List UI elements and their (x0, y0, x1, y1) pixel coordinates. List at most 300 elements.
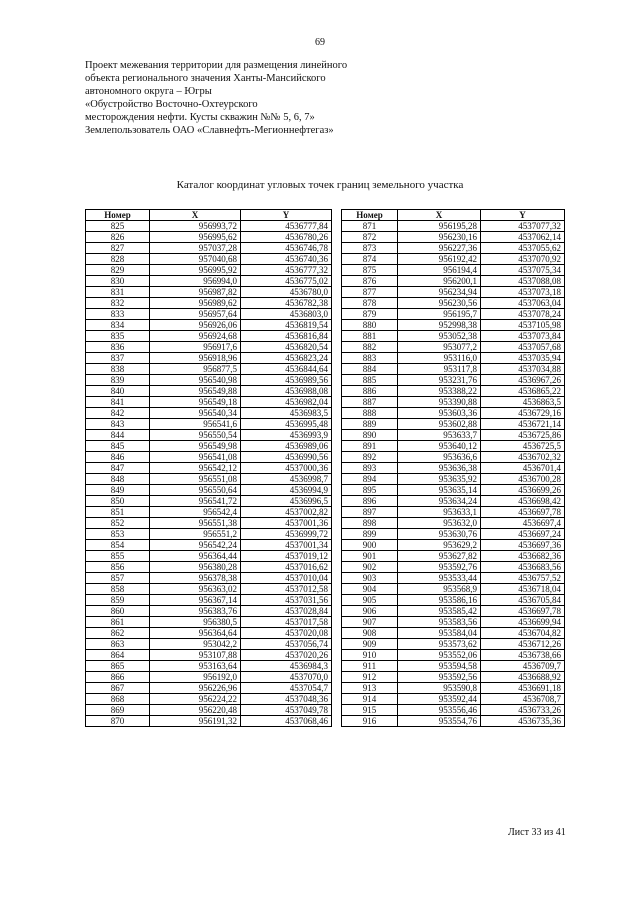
table-row (342, 232, 565, 243)
table-row (342, 287, 565, 298)
cell-y: 4536683,56 (481, 562, 565, 573)
cell-x: 957037,28 (150, 243, 241, 254)
table-row (342, 243, 565, 254)
cell-number: 875 (342, 265, 398, 276)
cell-y: 4536682,36 (481, 551, 565, 562)
cell-number: 870 (86, 716, 150, 727)
cell-number: 897 (342, 507, 398, 518)
cell-x: 956192,42 (398, 254, 481, 265)
cell-number: 900 (342, 540, 398, 551)
header-line: «Обустройство Восточно-Охтеурского (85, 99, 258, 110)
cell-number: 842 (86, 408, 150, 419)
cell-y: 4537073,18 (481, 287, 565, 298)
cell-number: 849 (86, 485, 150, 496)
table-row (86, 496, 332, 507)
cell-x: 956363,02 (150, 584, 241, 595)
cell-number: 887 (342, 397, 398, 408)
cell-number: 858 (86, 584, 150, 595)
cell-number: 856 (86, 562, 150, 573)
cell-number: 843 (86, 419, 150, 430)
table-row (86, 386, 332, 397)
table-row (86, 705, 332, 716)
cell-number: 913 (342, 683, 398, 694)
cell-number: 907 (342, 617, 398, 628)
table-row (86, 397, 332, 408)
cell-y: 4537000,36 (241, 463, 332, 474)
cell-x: 953629,2 (398, 540, 481, 551)
cell-number: 901 (342, 551, 398, 562)
cell-x: 956987,82 (150, 287, 241, 298)
coordinates-table-left (85, 209, 332, 727)
cell-y: 4537105,98 (481, 320, 565, 331)
cell-number: 865 (86, 661, 150, 672)
cell-y: 4536697,24 (481, 529, 565, 540)
cell-number: 850 (86, 496, 150, 507)
cell-y: 4536691,18 (481, 683, 565, 694)
cell-number: 835 (86, 331, 150, 342)
cell-x: 956995,92 (150, 265, 241, 276)
cell-x: 953585,42 (398, 606, 481, 617)
cell-number: 860 (86, 606, 150, 617)
cell-y: 4536777,32 (241, 265, 332, 276)
table-row (86, 584, 332, 595)
table-row (342, 639, 565, 650)
cell-y: 4536738,66 (481, 650, 565, 661)
cell-number: 851 (86, 507, 150, 518)
cell-x: 956230,16 (398, 232, 481, 243)
cell-x: 953603,36 (398, 408, 481, 419)
table-row (342, 485, 565, 496)
table-row (342, 661, 565, 672)
cell-number: 867 (86, 683, 150, 694)
table-row (342, 364, 565, 375)
table-row (86, 617, 332, 628)
cell-y: 4537073,84 (481, 331, 565, 342)
cell-x: 953592,44 (398, 694, 481, 705)
cell-number: 825 (86, 221, 150, 232)
table-row (342, 221, 565, 232)
cell-y: 4536757,52 (481, 573, 565, 584)
sheet-footer: Лист 33 из 41 (508, 827, 566, 838)
cell-number: 859 (86, 595, 150, 606)
cell-x: 953627,82 (398, 551, 481, 562)
cell-x: 953632,0 (398, 518, 481, 529)
cell-x: 956549,18 (150, 397, 241, 408)
table-row (86, 287, 332, 298)
cell-x: 956541,72 (150, 496, 241, 507)
cell-number: 894 (342, 474, 398, 485)
table-row (342, 474, 565, 485)
cell-number: 852 (86, 518, 150, 529)
cell-y: 4536697,4 (481, 518, 565, 529)
cell-y: 4537002,82 (241, 507, 332, 518)
table-row (342, 628, 565, 639)
cell-x: 956230,56 (398, 298, 481, 309)
cell-x: 956542,24 (150, 540, 241, 551)
cell-y: 4537063,04 (481, 298, 565, 309)
cell-y: 4536697,36 (481, 540, 565, 551)
cell-number: 844 (86, 430, 150, 441)
cell-x: 956550,64 (150, 485, 241, 496)
cell-number: 833 (86, 309, 150, 320)
header-line: автономного округа – Югры (85, 86, 212, 97)
coordinates-table-right (341, 209, 565, 727)
cell-y: 4536998,7 (241, 474, 332, 485)
table-row (342, 507, 565, 518)
header-line: Землепользователь ОАО «Славнефть-Мегионнефтегаз» (85, 125, 334, 136)
table-row (86, 507, 332, 518)
table-row (342, 408, 565, 419)
table-row (86, 716, 332, 727)
column-header-y: Y (481, 210, 565, 221)
table-row (86, 408, 332, 419)
cell-number: 838 (86, 364, 150, 375)
table-body-right (342, 221, 565, 727)
cell-x: 953390,88 (398, 397, 481, 408)
column-header-y: Y (241, 210, 332, 221)
cell-y: 4537055,62 (481, 243, 565, 254)
cell-y: 4536989,06 (241, 441, 332, 452)
cell-x: 956550,54 (150, 430, 241, 441)
cell-x: 953554,76 (398, 716, 481, 727)
table-row (342, 540, 565, 551)
table-row (86, 463, 332, 474)
cell-number: 872 (342, 232, 398, 243)
cell-y: 4536688,92 (481, 672, 565, 683)
cell-y: 4537020,08 (241, 628, 332, 639)
table-row (342, 298, 565, 309)
table-row (342, 441, 565, 452)
cell-number: 882 (342, 342, 398, 353)
cell-y: 4536844,64 (241, 364, 332, 375)
table-row (86, 661, 332, 672)
table-header-row (86, 210, 332, 221)
cell-x: 953573,62 (398, 639, 481, 650)
cell-x: 953592,76 (398, 562, 481, 573)
table-row (342, 606, 565, 617)
table-row (86, 606, 332, 617)
cell-x: 953042,2 (150, 639, 241, 650)
cell-x: 953117,8 (398, 364, 481, 375)
cell-y: 4536994,9 (241, 485, 332, 496)
cell-number: 840 (86, 386, 150, 397)
cell-y: 4536699,94 (481, 617, 565, 628)
cell-y: 4536704,82 (481, 628, 565, 639)
cell-x: 956995,62 (150, 232, 241, 243)
cell-x: 956194,4 (398, 265, 481, 276)
cell-x: 956540,34 (150, 408, 241, 419)
cell-number: 912 (342, 672, 398, 683)
table-row (86, 628, 332, 639)
cell-number: 839 (86, 375, 150, 386)
table-row (86, 672, 332, 683)
cell-number: 854 (86, 540, 150, 551)
table-row (342, 309, 565, 320)
cell-y: 4536820,54 (241, 342, 332, 353)
cell-x: 957040,68 (150, 254, 241, 265)
column-header-number: Номер (342, 210, 398, 221)
cell-number: 891 (342, 441, 398, 452)
cell-y: 4537035,94 (481, 353, 565, 364)
header-line: Проект межевания территории для размещения линейного (85, 60, 348, 71)
cell-number: 855 (86, 551, 150, 562)
cell-x: 956380,5 (150, 617, 241, 628)
table-row (86, 243, 332, 254)
cell-y: 4536816,84 (241, 331, 332, 342)
cell-x: 956918,96 (150, 353, 241, 364)
table-row (342, 397, 565, 408)
table-row (342, 617, 565, 628)
table-row (86, 430, 332, 441)
table-row (86, 419, 332, 430)
cell-y: 4536712,26 (481, 639, 565, 650)
cell-number: 834 (86, 320, 150, 331)
cell-y: 4537031,56 (241, 595, 332, 606)
cell-x: 953633,1 (398, 507, 481, 518)
table-row (86, 683, 332, 694)
cell-number: 915 (342, 705, 398, 716)
table-row (342, 419, 565, 430)
cell-number: 916 (342, 716, 398, 727)
cell-y: 4536780,26 (241, 232, 332, 243)
cell-y: 4536775,02 (241, 276, 332, 287)
table-row (86, 485, 332, 496)
cell-x: 956364,64 (150, 628, 241, 639)
cell-y: 4536708,7 (481, 694, 565, 705)
column-header-x: X (150, 210, 241, 221)
cell-y: 4537088,08 (481, 276, 565, 287)
cell-number: 880 (342, 320, 398, 331)
cell-x: 956540,98 (150, 375, 241, 386)
cell-y: 4536702,32 (481, 452, 565, 463)
cell-x: 956994,0 (150, 276, 241, 287)
cell-number: 905 (342, 595, 398, 606)
cell-y: 4537001,36 (241, 518, 332, 529)
table-row (342, 694, 565, 705)
cell-x: 953116,0 (398, 353, 481, 364)
column-header-x: X (398, 210, 481, 221)
table-row (342, 452, 565, 463)
cell-x: 956542,4 (150, 507, 241, 518)
table-row (342, 595, 565, 606)
table-row (86, 518, 332, 529)
cell-y: 4536746,78 (241, 243, 332, 254)
cell-y: 4536984,3 (241, 661, 332, 672)
cell-number: 848 (86, 474, 150, 485)
cell-number: 911 (342, 661, 398, 672)
cell-y: 4536823,24 (241, 353, 332, 364)
cell-y: 4536995,48 (241, 419, 332, 430)
cell-number: 866 (86, 672, 150, 683)
cell-y: 4537019,12 (241, 551, 332, 562)
cell-x: 956549,88 (150, 386, 241, 397)
cell-y: 4536996,5 (241, 496, 332, 507)
cell-y: 4537068,46 (241, 716, 332, 727)
cell-x: 956378,38 (150, 573, 241, 584)
table-header-row (342, 210, 565, 221)
table-row (342, 342, 565, 353)
cell-x: 953633,7 (398, 430, 481, 441)
cell-number: 879 (342, 309, 398, 320)
cell-x: 956551,08 (150, 474, 241, 485)
cell-y: 4536982,04 (241, 397, 332, 408)
cell-y: 4537010,04 (241, 573, 332, 584)
cell-y: 4536988,08 (241, 386, 332, 397)
table-row (342, 672, 565, 683)
cell-x: 953077,2 (398, 342, 481, 353)
cell-x: 956924,68 (150, 331, 241, 342)
cell-number: 828 (86, 254, 150, 265)
table-row (342, 353, 565, 364)
cell-y: 4537057,68 (481, 342, 565, 353)
table-row (342, 331, 565, 342)
cell-x: 953634,24 (398, 496, 481, 507)
cell-y: 4536819,54 (241, 320, 332, 331)
cell-y: 4536983,5 (241, 408, 332, 419)
cell-y: 4536777,84 (241, 221, 332, 232)
table-row (86, 694, 332, 705)
cell-x: 953583,56 (398, 617, 481, 628)
table-row (86, 551, 332, 562)
cell-x: 953107,88 (150, 650, 241, 661)
cell-y: 4536803,0 (241, 309, 332, 320)
cell-x: 953552,06 (398, 650, 481, 661)
table-row (86, 540, 332, 551)
cell-number: 906 (342, 606, 398, 617)
cell-number: 837 (86, 353, 150, 364)
cell-y: 4537049,78 (241, 705, 332, 716)
table-row (342, 716, 565, 727)
cell-x: 956364,44 (150, 551, 241, 562)
cell-number: 908 (342, 628, 398, 639)
cell-x: 953586,16 (398, 595, 481, 606)
catalog-title: Каталог координат угловых точек границ земельного участка (176, 179, 464, 191)
cell-number: 890 (342, 430, 398, 441)
cell-number: 898 (342, 518, 398, 529)
cell-y: 4537077,32 (481, 221, 565, 232)
cell-number: 836 (86, 342, 150, 353)
cell-x: 956192,0 (150, 672, 241, 683)
cell-number: 884 (342, 364, 398, 375)
cell-x: 956224,22 (150, 694, 241, 705)
cell-x: 956191,32 (150, 716, 241, 727)
cell-x: 956541,6 (150, 419, 241, 430)
cell-number: 876 (342, 276, 398, 287)
cell-x: 956226,96 (150, 683, 241, 694)
cell-y: 4537056,74 (241, 639, 332, 650)
cell-x: 953584,04 (398, 628, 481, 639)
cell-y: 4536701,4 (481, 463, 565, 474)
cell-number: 893 (342, 463, 398, 474)
cell-number: 892 (342, 452, 398, 463)
cell-x: 953635,92 (398, 474, 481, 485)
cell-y: 4536700,28 (481, 474, 565, 485)
table-row (342, 254, 565, 265)
table-row (342, 518, 565, 529)
table-row (86, 232, 332, 243)
table-row (342, 265, 565, 276)
cell-x: 956380,28 (150, 562, 241, 573)
cell-x: 956917,6 (150, 342, 241, 353)
cell-y: 4536705,84 (481, 595, 565, 606)
cell-number: 888 (342, 408, 398, 419)
cell-number: 846 (86, 452, 150, 463)
table-row (86, 573, 332, 584)
table-row (86, 309, 332, 320)
table-row (86, 353, 332, 364)
cell-number: 885 (342, 375, 398, 386)
cell-y: 4536725,5 (481, 441, 565, 452)
cell-number: 831 (86, 287, 150, 298)
cell-x: 956195,28 (398, 221, 481, 232)
page-number: 69 (315, 37, 325, 48)
table-row (342, 463, 565, 474)
cell-number: 832 (86, 298, 150, 309)
cell-number: 841 (86, 397, 150, 408)
cell-x: 953163,64 (150, 661, 241, 672)
table-row (86, 276, 332, 287)
cell-x: 956993,72 (150, 221, 241, 232)
cell-number: 910 (342, 650, 398, 661)
table-row (342, 529, 565, 540)
table-row (86, 441, 332, 452)
cell-y: 4536989,56 (241, 375, 332, 386)
cell-number: 862 (86, 628, 150, 639)
cell-number: 904 (342, 584, 398, 595)
cell-number: 895 (342, 485, 398, 496)
cell-number: 899 (342, 529, 398, 540)
cell-y: 4536990,56 (241, 452, 332, 463)
cell-x: 956549,98 (150, 441, 241, 452)
cell-x: 956551,38 (150, 518, 241, 529)
cell-y: 4536729,16 (481, 408, 565, 419)
cell-number: 878 (342, 298, 398, 309)
cell-y: 4536733,26 (481, 705, 565, 716)
cell-y: 4537034,88 (481, 364, 565, 375)
cell-y: 4536718,04 (481, 584, 565, 595)
cell-x: 953636,38 (398, 463, 481, 474)
cell-x: 956200,1 (398, 276, 481, 287)
cell-x: 953636,6 (398, 452, 481, 463)
table-row (86, 639, 332, 650)
table-row (86, 595, 332, 606)
cell-y: 4536725,86 (481, 430, 565, 441)
cell-x: 953568,9 (398, 584, 481, 595)
cell-number: 857 (86, 573, 150, 584)
cell-number: 871 (342, 221, 398, 232)
table-row (86, 375, 332, 386)
cell-y: 4536697,78 (481, 606, 565, 617)
table-row (86, 221, 332, 232)
column-header-number: Номер (86, 210, 150, 221)
table-row (342, 584, 565, 595)
cell-number: 873 (342, 243, 398, 254)
table-row (86, 452, 332, 463)
cell-x: 956227,36 (398, 243, 481, 254)
cell-x: 956551,2 (150, 529, 241, 540)
table-row (86, 320, 332, 331)
table-row (342, 430, 565, 441)
table-row (86, 342, 332, 353)
table-row (342, 650, 565, 661)
cell-y: 4536782,38 (241, 298, 332, 309)
cell-x: 956367,14 (150, 595, 241, 606)
cell-number: 868 (86, 694, 150, 705)
cell-y: 4537054,7 (241, 683, 332, 694)
cell-number: 861 (86, 617, 150, 628)
cell-number: 896 (342, 496, 398, 507)
cell-y: 4537070,0 (241, 672, 332, 683)
